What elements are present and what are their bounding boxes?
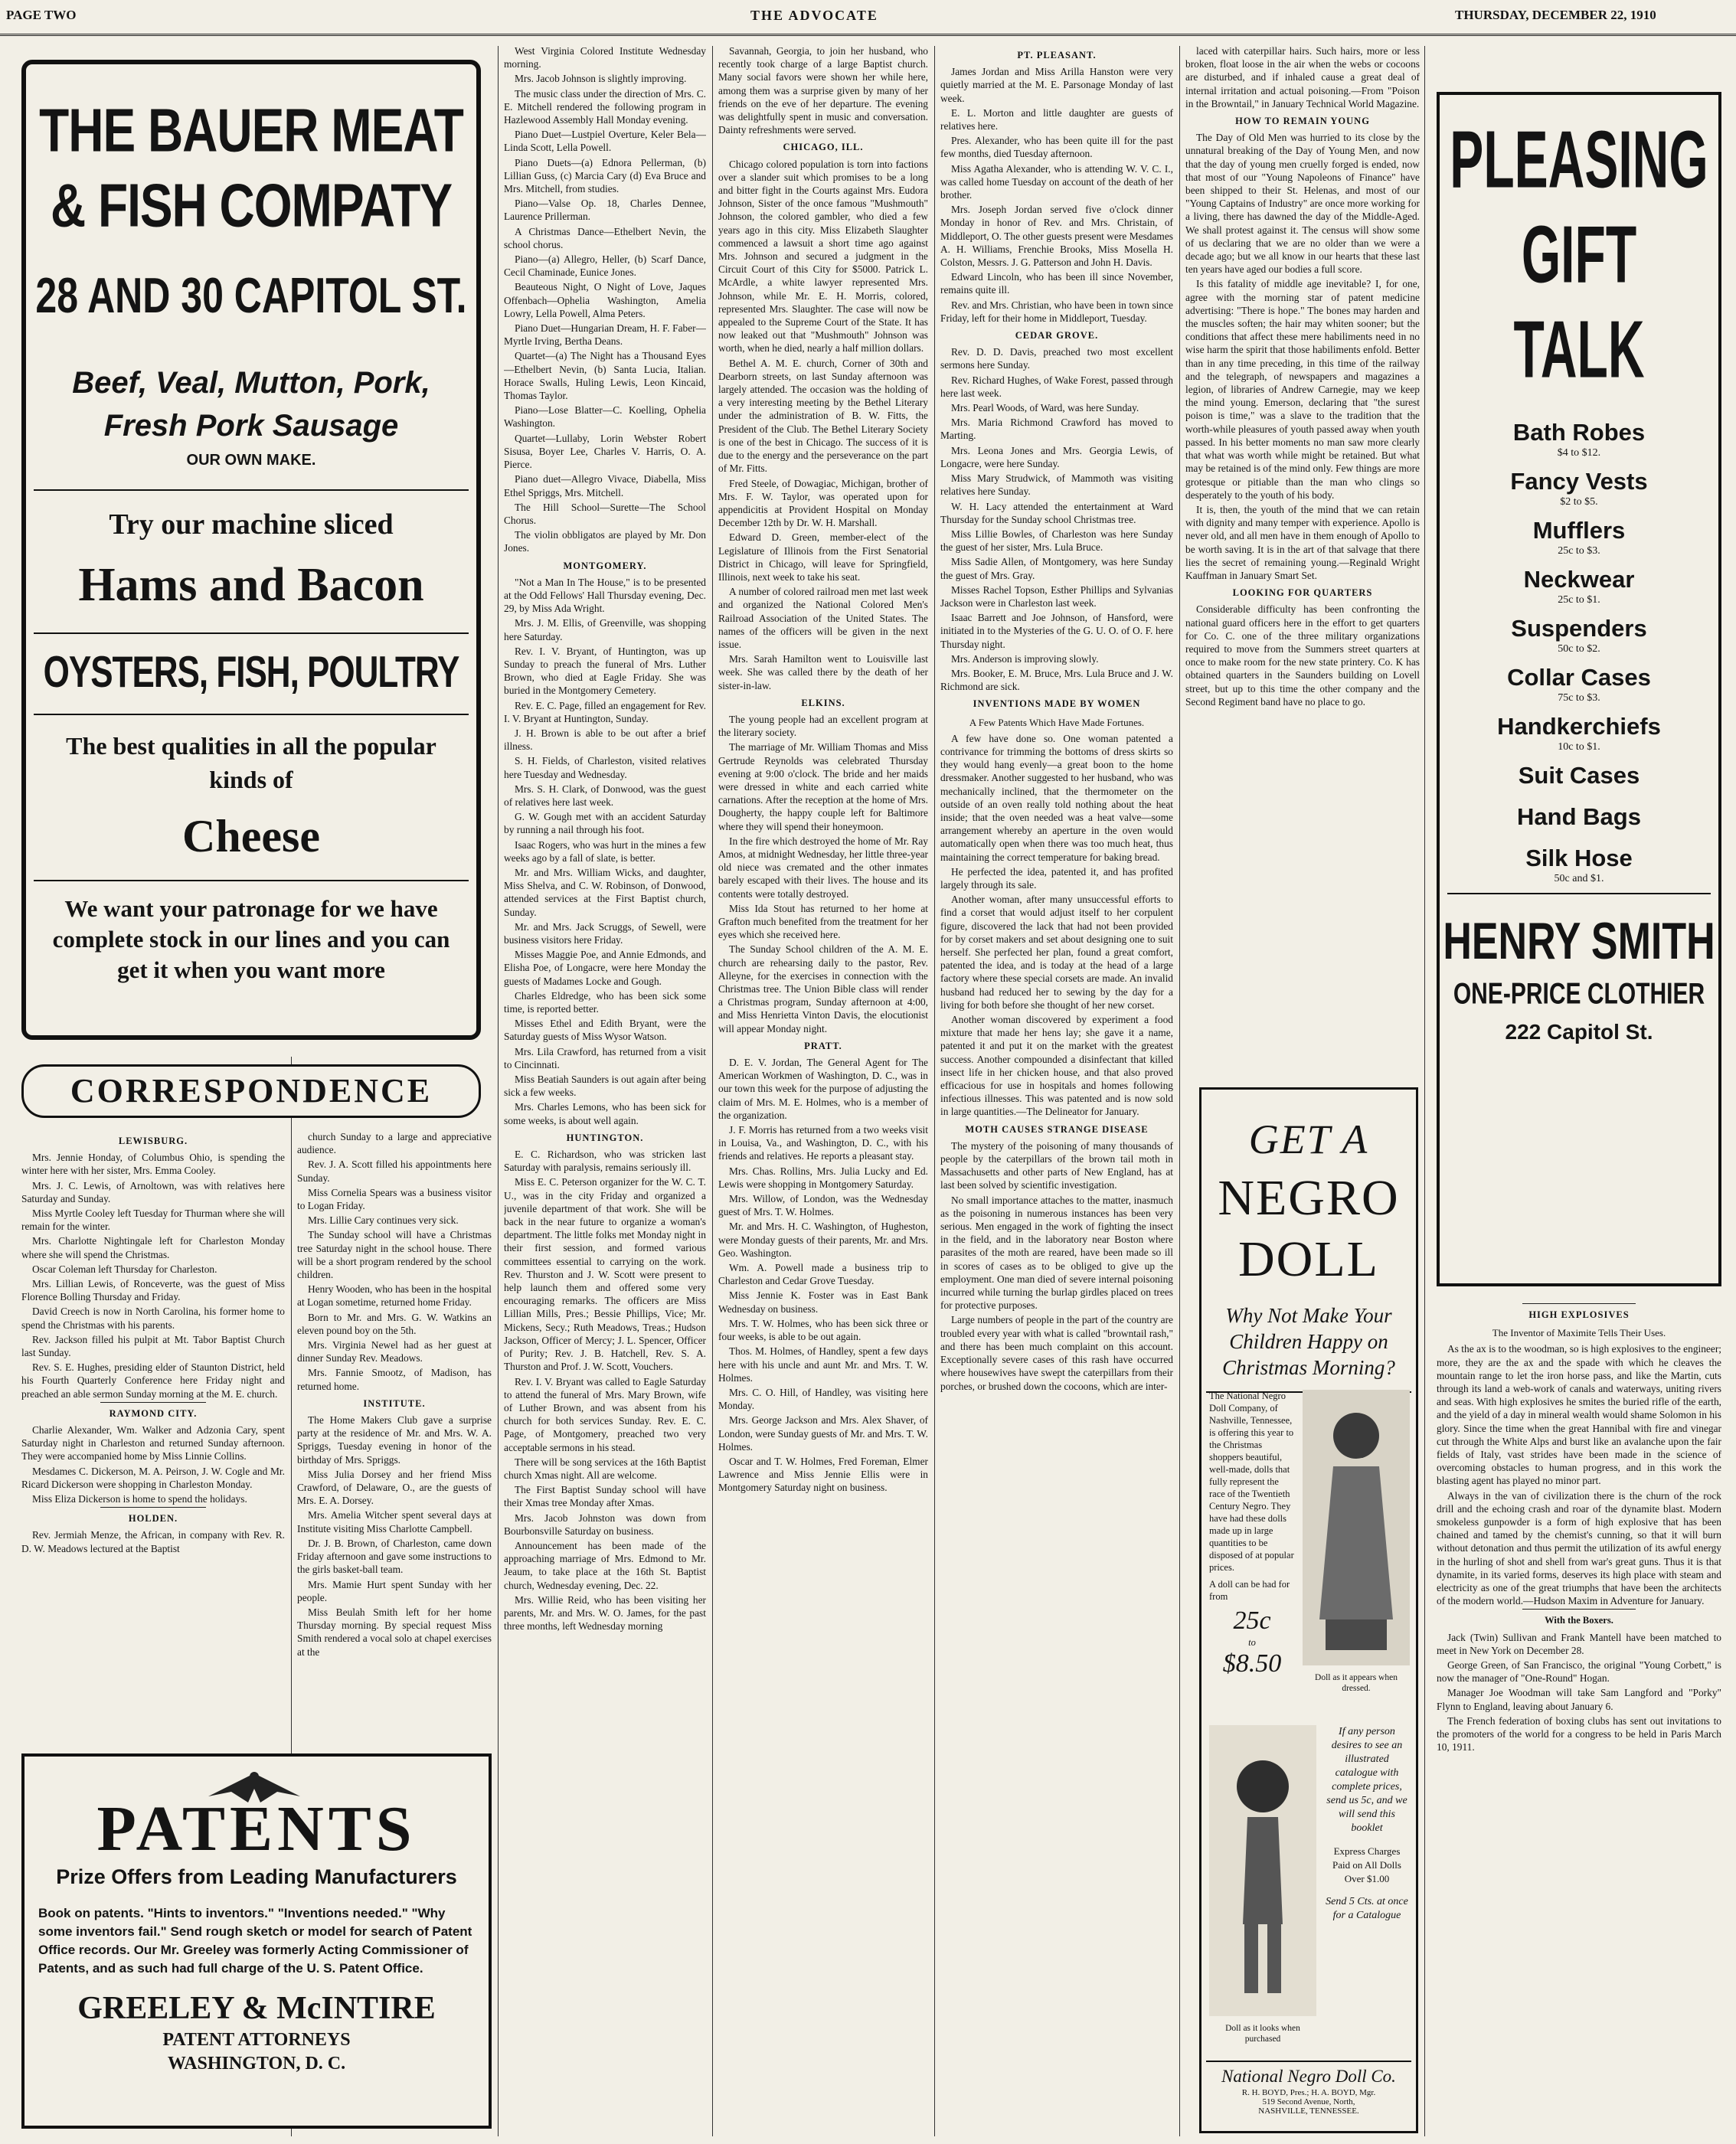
gift-items-list xyxy=(1440,418,1718,885)
article-paragraph: Mesdames C. Dickerson, M. A. Peirson, J. W. Cogle and Mr. Ricard Dickerson were shopping in Charleston Monday. xyxy=(21,1465,285,1490)
eagle-icon xyxy=(201,1766,308,1810)
article-paragraph: David Creech is now in North Carolina, his former home to spend the Christmas with his parents. xyxy=(21,1306,285,1331)
masthead xyxy=(0,3,1736,34)
article-paragraph: Edward D. Green, member-elect of the Legislature of Illinois from the First Senatorial District in Chicago, will leave for Springfield, Illinois, next week to take his seat. xyxy=(718,531,928,583)
doll-catalogue-text: If any person desires to see an illustrated catalogue with complete prices, send us 5c, and we will send this booklet xyxy=(1326,1726,1407,1834)
article-paragraph: Piano Duets—(a) Ednora Pellerman, (b) Lillian Guss, (c) Marcia Cary (d) Eva Bruce and Mrs. Mitchell, from studies. xyxy=(504,156,706,195)
article-paragraph: Miss Lillie Bowles, of Charleston was here Sunday the guest of her sister, Mrs. Lula Bruce. xyxy=(940,528,1173,554)
article-paragraph: The mystery of the poisoning of many thousands of people by the caterpillars of the brown tail moth in Massachusetts and other parts of New England, has at last been solved by scientific investigation. xyxy=(940,1139,1173,1191)
article-paragraph: church Sunday to a large and appreciative audience. xyxy=(297,1131,492,1156)
patents-subtitle: Prize Offers from Leading Manufacturers xyxy=(56,1865,457,1888)
doll-city: NASHVILLE, TENNESSEE. xyxy=(1258,2106,1359,2116)
article-paragraph: James Jordan and Miss Arilla Hanston were very quietly married at the M. E. Parsonage Monday of last week. xyxy=(940,66,1173,104)
article-paragraph: Rev. I. V. Bryant, of Huntington, was up Sunday to preach the funeral of Mrs. Luther Brown, who died at Eagle Friday. She was buried in the Montgomery Cemetery. xyxy=(504,645,706,697)
article-paragraph: Charlie Alexander, Wm. Walker and Adzonia Cary, spent Saturday night in Charleston and returned Sunday afternoon. They were accompanied home by Miss Linnie Collins. xyxy=(21,1424,285,1463)
article-paragraph: A few have done so. One woman patented a contrivance for trimming the bottoms of dress skirts so they would hang evenly—a great boon to the home dressmaker. Another suggested to her husband, who was mechanically inclined, that the thermometer on the outside of an oven really told nothing about the heat inside; that the oven needed was a heat valve—some arrangement whereby an aperture in the oven would automatically open when there was too much heat, thus maintaining the correct temperature for baking bread. xyxy=(940,732,1173,863)
article-paragraph: Mrs. Jennie Honday, of Columbus Ohio, is spending the winter here with her sister, Mrs. Emma Cooley. xyxy=(21,1152,285,1177)
column-3 xyxy=(504,44,706,2135)
article-paragraph: E. L. Morton and little daughter are guests of relatives here. xyxy=(940,106,1173,132)
ad-title-line2: & FISH COMPATY xyxy=(50,171,453,240)
article-paragraph: Oscar Coleman left Thursday for Charleston. xyxy=(32,1263,217,1275)
article-paragraph: Rev. Jackson filled his pulpit at Mt. Tabor Baptist Church last Sunday. xyxy=(21,1333,285,1359)
doll-price-high: $8.50 xyxy=(1222,1649,1282,1678)
gift-item xyxy=(1440,516,1718,557)
store-address: 222 Capitol St. xyxy=(1505,1020,1653,1044)
article-paragraph: Miss Mary Strudwick, of Mammoth was visiting relatives here Sunday. xyxy=(940,472,1173,498)
store-name: HENRY SMITH xyxy=(1443,913,1715,971)
article-paragraph: Mrs. Amelia Witcher spent several days at Institute visiting Miss Charlotte Campbell. xyxy=(297,1509,492,1534)
article-paragraph: Mrs. Sarah Hamilton went to Louisville last week. She was called there by the death of her sister-in-law. xyxy=(718,653,928,691)
correspondence-column-2 xyxy=(297,1130,492,1743)
article-paragraph: Bethel A. M. E. church, Corner of 30th and Dearborn streets, on last Sunday afternoon was largely attended. The occasion was the holding of a very interesting meeting by the Bethel Literary under the administration of B. W. Fitts, the President of the Club. The Bethel Literary Society is one of the best in Chicago. The success of it is due to the energy and the perseverance on the part of Mr. Fitts. xyxy=(718,357,928,475)
article-paragraph: Mrs. J. C. Lewis, of Arnoltown, was with relatives here Saturday and Sunday. xyxy=(21,1179,285,1204)
article-paragraph: Another woman discovered by experiment a food mixture that made her hens lay; she gave it a name, patented it and put it on the market with the greatest success. Another compounded a disinfectant that killed insect life in her chicken house, and that also proved efficacious for use in hospitals and homes following infectious illnesses. This was patented and is now sold in large quantities.—The Delineator for January. xyxy=(940,1014,1173,1118)
negro-doll-ad xyxy=(1199,1087,1418,2133)
article-paragraph: Mrs. Virginia Newel had as her guest at dinner Sunday Rev. Meadows. xyxy=(297,1339,492,1365)
section-divider xyxy=(100,1507,206,1508)
pleasant-items xyxy=(940,65,1173,325)
doll-footer xyxy=(1201,2061,1416,2116)
section-subheading: A Few Patents Which Have Made Fortunes. xyxy=(969,716,1145,728)
holden-items xyxy=(21,1528,285,1554)
gift-title-2: GIFT xyxy=(1521,208,1637,299)
article-paragraph: Miss Cornelia Spears was a business visitor to Logan Friday. xyxy=(297,1186,492,1212)
article-paragraph: Miss Agatha Alexander, who is attending W. V. C. I., was called home Tuesday on account of the death of her brother. xyxy=(940,162,1173,201)
section-heading: PT. PLEASANT. xyxy=(1017,50,1097,60)
gift-item-price: 10c to $1. xyxy=(1558,741,1600,753)
raymond-items xyxy=(21,1423,285,1505)
article-paragraph: It is, then, the youth of the mind that we can retain with dignity and many temper with experience. Apollo is never old, and all men have in them enough of Apollo to be worth saving. It is in the art of that salvage that there lies the secret of remaining young.—Reginald Wright Kauffman in January Smart Set. xyxy=(1185,503,1420,581)
gift-item xyxy=(1440,467,1718,508)
article-paragraph: Piano—Valse Op. 18, Charles Dennee, Laurence Prillerman. xyxy=(504,198,706,223)
article-paragraph: Mr. and Mrs. William Wicks, and daughter, Miss Shelva, and C. W. Robinson, of Donwood, attended services at the First Baptist church, Sunday. xyxy=(504,866,706,918)
gift-item xyxy=(1440,802,1718,836)
article-paragraph: Fred Steele, of Dowagiac, Michigan, brother of Mrs. F. W. Taylor, was operated upon for appendicitis at Provident Hospital on Monday December 12th by Dr. W. H. Marshall. xyxy=(718,477,928,529)
ad-rule xyxy=(34,714,469,715)
section-heading: LOOKING FOR QUARTERS xyxy=(1232,587,1373,599)
ad-rule xyxy=(34,489,469,491)
correspondence-column-1 xyxy=(21,1130,285,1743)
article-paragraph: Quartet—(a) The Night has a Thousand Eyes—Ethelbert Nevin, (b) Santa Lucia, Italian. Horace Swalls, Huling Lewis, Leon Kincaid, Thomas Taylor. xyxy=(504,350,706,402)
section-heading: MOTH CAUSES STRANGE DISEASE xyxy=(965,1123,1149,1135)
doll-left-text xyxy=(1209,1390,1295,1679)
section-heading: With the Boxers. xyxy=(1545,1615,1613,1626)
doll-company-text: The National Negro Doll Company, of Nashville, Tennessee, is offering this year to the Christmas shoppers beautiful, well-made, dolls that fully represent the race of the Twentieth Century Negro. They have had these dolls made up in large quantities to be disposed of at popular prices. xyxy=(1209,1391,1294,1573)
lewisburg-items xyxy=(21,1151,285,1400)
doll-rule xyxy=(1206,2061,1411,2062)
patents-title: PATENTS xyxy=(96,1793,417,1865)
section-heading: LEWISBURG. xyxy=(118,1136,188,1146)
article-paragraph: Rev. Richard Hughes, of Wake Forest, passed through here last week. xyxy=(940,374,1173,399)
patents-city: WASHINGTON, D. C. xyxy=(167,2054,346,2074)
article-paragraph: A number of colored railroad men met last week and organized the National Colored Men's Railroad Association of the United States. The names of the officers will be given in the next issue. xyxy=(718,586,928,650)
article-paragraph: As the ax is to the woodman, so is high explosives to the engineer; more, they are the ax and the spade with which he cleaves the mountain range to let the iron horse pass, and like the Martin, cuts through its land a web-work of canals and waterways, uniting rivers and seas. With high explosives he smites the buried rifle of the earth, and the yield of a day in mineral wealth would shame Solomon in his glory. Since the time when the great Hannibal with fire and vinegar cut through the White Alps and burst like an avalanche upon the fair fields of Italy, vast strides have been made in the science of overcoming obstacles to human progress, and in this work the blasting agent has played no minor part. xyxy=(1437,1343,1721,1487)
article-paragraph: Mrs. T. W. Holmes, who has been sick three or four weeks, is able to be out again. xyxy=(718,1317,928,1343)
article-paragraph: Large numbers of people in the part of the country are troubled every year with what is called "browntail rash," and there has been much complaint on this account. Exceptionally severe cases of this rash have occurred where housewives have swept the caterpillars from their porches, or brushed down the cocoons, which are inter- xyxy=(940,1314,1173,1392)
article-paragraph: Beauteous Night, O Night of Love, Jaques Offenbach—Ophelia Washington, Amelia Lowry, Lella Powell, Alma Peters. xyxy=(504,281,706,319)
article-paragraph: Mrs. Willie Reid, who has been visiting her parents, Mr. and Mrs. W. O. James, for the past three months, left Wednesday morning xyxy=(504,1593,706,1633)
gift-talk-ad xyxy=(1437,92,1721,1286)
article-paragraph: Mrs. Mamie Hurt spent Sunday with her people. xyxy=(297,1578,492,1603)
article-paragraph: Mrs. Joseph Jordan served five o'clock dinner Monday in honor of Rev. and Mrs. Christain, of Middleport, O. The other guests present were Mesdames A. H. Williams, Frenchie Brooks, Miss Mosella H. Colston, Messrs. J. G. Patterson and John H. Davis. xyxy=(940,204,1173,269)
article-paragraph: Thos. M. Holmes, of Handley, spent a few days here with his uncle and aunt Mr. and Mrs. T. W. Holmes. xyxy=(718,1345,928,1384)
gift-item xyxy=(1440,761,1718,795)
doll-why: Why Not Make Your Children Happy on Christmas Morning? xyxy=(1222,1304,1395,1379)
section-heading: HOLDEN. xyxy=(128,1513,178,1525)
quarters-items xyxy=(1185,603,1420,708)
newspaper-name: THE ADVOCATE xyxy=(750,8,878,23)
article-paragraph: Considerable difficulty has been confronting the national guard officers here in the effort to get quarters for Co. C. one of the three military organizations required to move from the Summers street quarters at once to make room for the new state printery. Co. K has obtained quarters in the Saunders building on Lovell street, but up to this time the other company and the Second Regiment band have no place to go. xyxy=(1185,603,1420,708)
gift-item-price: 25c to $1. xyxy=(1558,594,1600,606)
article-paragraph: Miss Beulah Smith left for her home Thursday morning. By special request Miss Smith rendered a vocal solo at chapel exercises at the xyxy=(297,1606,492,1658)
correspondence-banner xyxy=(21,1064,481,1118)
article-paragraph: Miss Myrtle Cooley left Tuesday for Thurman where she will remain for the winter. xyxy=(21,1208,285,1233)
gift-item-name: Bath Robes xyxy=(1512,419,1646,446)
article-paragraph: Always in the van of civilization there is the churn of the rock drill and the echoing crash and roar of the dynamite blast. Modern smokeless gunpowder is a form of high explosive that has been chained and tamed by the chemist's cunning, so that it will burn without detonation and thus permit the utilization of its awful energy in the hurling of shot and shell from war's great guns. Thus it is that dynamite, in its varied forms, deserves its high place with steam and electricity as one of the great triumphs that have been the architects of the modern world.—Hudson Maxim in Adventure for January. xyxy=(1437,1489,1721,1607)
article-paragraph: laced with caterpillar hairs. Such hairs, more or less broken, float loose in the air when the webs or cocoons are disturbed, and if inhaled cause a great deal of internal irritation and actual poisoning.—From "Poison in the Browntail," in January Technical World Magazine. xyxy=(1185,45,1420,109)
gift-item-price xyxy=(1440,790,1718,795)
doll-street: 519 Second Avenue, North, xyxy=(1262,2097,1355,2106)
doll-to: to xyxy=(1248,1637,1256,1648)
article-paragraph: Mrs. Jacob Johnson is slightly improving. xyxy=(515,73,687,85)
article-paragraph: Is this fatality of middle age inevitable? I, for one, agree with the morning star of patent medicine advertising: "There is hope." The bones may harden and the muscles soften; the hair may whiten sooner; but the conditions that affect these mere habiliments need in no wise harm the spirit that those habiliments enfold. Better than in any time preceding, in this time of the railway and the telegraph, of newspapers and magazines a legion, of libraries of Andrew Carnegie, may we keep the mind young. Emerson, declaring that "the surest poison is time," was a slave to the tradition that the worth-while pleasures of youth passed away when youth passed. In his better moments no man saw more clearly that what was worth while might be retained. But what may be retained is of the mind only. Few things are more grotesque or pitiable than the man who clings so desperately to the youth of his body. xyxy=(1185,278,1420,501)
section-heading: RAYMOND CITY. xyxy=(109,1407,198,1419)
article-paragraph: W. H. Lacy attended the entertainment at Ward Thursday for the Sunday school Christmas tree. xyxy=(940,500,1173,525)
article-paragraph: Quartet—Lullaby, Lorin Webster Robert Sisusa, Boyer Lee, Charles V. Harris, O. A. Pierce. xyxy=(504,432,706,471)
ad-try-line: Try our machine sliced xyxy=(109,508,394,541)
bauer-meat-ad xyxy=(21,60,481,1040)
article-paragraph: Piano Duet—Hungarian Dream, H. F. Faber—Myrtle Irving, Bertha Deans. xyxy=(504,322,706,348)
article-paragraph: Mrs. J. M. Ellis, of Greenville, was shopping here Saturday. xyxy=(504,617,706,642)
article-paragraph: "Not a Man In The House," is to be presented at the Odd Fellows' Hall Thursday evening, Dec. 29, by Miss Ada Wright. xyxy=(504,576,706,615)
patents-body: Book on patents. "Hints to inventors." "Inventions needed." "Why some inventors fail." Send rough sketch or model for search of Patent Office records. Our Mr. Greeley was formerly Acting Commissioner of Patents, and as such had full charge of the U. S. Patent Office. xyxy=(38,1906,472,1976)
gift-item xyxy=(1440,663,1718,704)
gift-item xyxy=(1440,565,1718,606)
article-paragraph: The Hill School—Surette—The School Chorus. xyxy=(504,501,706,526)
doll-price-lead: A doll can be had for from xyxy=(1209,1579,1290,1602)
article-paragraph: Charles Eldredge, who has been sick some time, is reported better. xyxy=(504,989,706,1015)
gift-item xyxy=(1440,844,1718,885)
article-paragraph: Manager Joe Woodman will take Sam Langford and "Porky" Flynn to England, leaving about January 6. xyxy=(1437,1687,1721,1712)
article-paragraph: The violin obbligatos are played by Mr. Don Jones. xyxy=(504,529,706,554)
article-paragraph: S. H. Fields, of Charleston, visited relatives here Tuesday and Wednesday. xyxy=(504,755,706,780)
section-heading: CHICAGO, ILL. xyxy=(783,142,864,153)
gift-item-name: Neckwear xyxy=(1523,566,1635,593)
doll-price-low: 25c xyxy=(1233,1606,1271,1635)
article-paragraph: J. F. Morris has returned from a two weeks visit in Louisa, Va., and Washington, D. C., with his friends and relatives. He reports a pleasant stay. xyxy=(718,1124,928,1162)
doll-send: Send 5 Cts. at once for a Catalogue xyxy=(1326,1896,1408,1921)
ad-rule xyxy=(34,632,469,634)
doll-negro: NEGRO xyxy=(1218,1170,1400,1226)
chicago-items xyxy=(718,158,928,692)
gift-item-name: Handkerchiefs xyxy=(1497,713,1661,740)
doll-company-name: National Negro Doll Co. xyxy=(1221,2067,1396,2086)
column-6-items xyxy=(1185,44,1420,110)
ad-meats: Beef, Veal, Mutton, Pork, Fresh Pork Sausage xyxy=(72,366,430,443)
doll-get-a: GET A xyxy=(1248,1116,1369,1162)
article-paragraph: The Day of Old Men was hurried to its close by the unnatural breaking of the Day of Young Men, and now that the day of young men cruelly forged is ended, now that most of our "Young Napoleons of Finance" have been shipped to their St. Helenas, and most of our "Young Captains of Industry" are once more working for a living, there has dawned the day of the Middle-Aged. We shall protest against it. The census will show some of us declaring that we are no older than we were a decade ago; but we all know in our hearts that these last ten years have aged our bodies a full score. xyxy=(1185,132,1420,276)
article-paragraph: Misses Rachel Topson, Esther Phillips and Sylvanias Jackson were in Charleston last week. xyxy=(940,583,1173,609)
pratt-items xyxy=(718,1056,928,1495)
inventions-items xyxy=(940,732,1173,1119)
article-paragraph: Mrs. Pearl Woods, of Ward, was here Sunday. xyxy=(951,402,1139,414)
article-paragraph: Miss Ida Stout has returned to her home at Grafton much benefited from the treatment for her eyes which she received here. xyxy=(718,902,928,941)
article-paragraph: Mrs. S. H. Clark, of Donwood, was the guest of relatives here last week. xyxy=(504,783,706,808)
article-paragraph: Mrs. Jacob Johnston was down from Bourbonsville Saturday on business. xyxy=(504,1512,706,1537)
cedar-items xyxy=(940,345,1173,693)
doll-officers: R. H. BOYD, Pres.; H. A. BOYD, Mgr. xyxy=(1241,2088,1376,2097)
article-paragraph: Mrs. Lillian Lewis, of Ronceverte, was the guest of Miss Florence Bolling Thursday and Friday. xyxy=(21,1278,285,1303)
montgomery-items xyxy=(504,576,706,1127)
column-rule xyxy=(1179,46,1180,2136)
article-paragraph: A Christmas Dance—Ethelbert Nevin, the school chorus. xyxy=(504,225,706,250)
ad-cheese: Cheese xyxy=(182,811,320,861)
gift-item-price xyxy=(1440,832,1718,836)
column-5 xyxy=(940,44,1173,2135)
article-paragraph: Mrs. Anderson is improving slowly. xyxy=(951,652,1099,665)
article-paragraph: Mrs. Willow, of London, was the Wednesday guest of Mrs. T. W. Holmes. xyxy=(718,1193,928,1218)
article-paragraph: Mr. and Mrs. H. C. Washington, of Hugheston, were Monday guests of their parents, Mr. and Mrs. Geo. Washington. xyxy=(718,1221,928,1259)
explosives-items xyxy=(1437,1342,1721,1607)
huntington-items xyxy=(504,1148,706,1633)
article-paragraph: Rev. S. E. Hughes, presiding elder of Staunton District, held his Fourth Quarterly Conference here Friday night and preached an able sermon Sunday morning at the M. E. church. xyxy=(21,1361,285,1400)
page-number: PAGE TWO xyxy=(6,8,77,22)
article-paragraph: Piano—Lose Blatter—C. Koelling, Ophelia Washington. xyxy=(504,404,706,430)
article-paragraph: Miss Jennie K. Foster was in East Bank Wednesday on business. xyxy=(718,1289,928,1315)
doll-caption-top: Doll as it appears when dressed. xyxy=(1315,1673,1398,1693)
section-divider xyxy=(1522,1609,1636,1610)
gift-item-price: 75c to $3. xyxy=(1558,692,1600,704)
doll-caption-bottom: Doll as it looks when purchased xyxy=(1225,2024,1300,2044)
article-paragraph: West Virginia Colored Institute Wednesday morning. xyxy=(504,45,706,70)
section-heading: HOW TO REMAIN YOUNG xyxy=(1235,116,1370,127)
section-heading: HIGH EXPLOSIVES xyxy=(1528,1309,1630,1320)
institute-items xyxy=(297,1414,492,1659)
article-paragraph: Miss Sadie Allen, of Montgomery, was here Sunday the guest of Mrs. Gray. xyxy=(940,556,1173,581)
column-2-items xyxy=(297,1130,492,1393)
article-paragraph: Announcement has been made of the approaching marriage of Mrs. Edmond to Mr. Jeaum, to take place at the 16th St. Baptist church, Wednesday evening, Dec. 22. xyxy=(504,1539,706,1591)
column-4-items xyxy=(718,44,928,136)
article-paragraph: The Sunday School children of the A. M. E. church are rehearsing daily to the pastor, Rev. Alleyne, for the exercises in connection with the Christmas tree. The Union Bible class will render a Christmas program, Sunday afternoon at 4:00, and Miss Henrietta Vinton Davis, the elocutionist will appear Monday night. xyxy=(718,943,928,1034)
store-tagline: ONE-PRICE CLOTHIER xyxy=(1453,977,1705,1011)
article-paragraph: Mrs. Fannie Smootz, of Madison, has returned home. xyxy=(297,1367,492,1392)
article-paragraph: Rev. J. A. Scott filled his appointments here Sunday. xyxy=(297,1159,492,1184)
music-program-items xyxy=(504,44,706,555)
article-paragraph: Born to Mr. and Mrs. G. W. Watkins an eleven pound boy on the 5th. xyxy=(297,1311,492,1336)
doll-image-top xyxy=(1303,1390,1410,1696)
gift-item-price: $2 to $5. xyxy=(1560,496,1598,508)
gift-item xyxy=(1440,614,1718,655)
article-paragraph: Mrs. Leona Jones and Mrs. Georgia Lewis, of Longacre, were here Sunday. xyxy=(940,444,1173,469)
article-paragraph: Dr. J. B. Brown, of Charleston, came down Friday afternoon and gave some instructions to the girls basket-ball team. xyxy=(297,1537,492,1576)
article-paragraph: Oscar and T. W. Holmes, Fred Foreman, Elmer Lawrence and Miss Jennie Ellis were in Montgomery Saturday night on business. xyxy=(718,1455,928,1494)
gift-item-name: Silk Hose xyxy=(1525,845,1633,871)
ad-oysters: OYSTERS, FISH, POULTRY xyxy=(43,648,459,698)
article-paragraph: Piano—(a) Allegro, Heller, (b) Scarf Dance, Cecil Chaminade, Eunice Jones. xyxy=(504,253,706,279)
article-paragraph: Mrs. George Jackson and Mrs. Alex Shaver, of London, were Sunday guests of Mr. and Mrs. T. W. Holmes. xyxy=(718,1414,928,1453)
article-paragraph: He perfected the idea, patented it, and has profited largely through its sale. xyxy=(940,865,1173,891)
column-rule xyxy=(498,46,499,2136)
section-heading: CEDAR GROVE. xyxy=(1015,330,1099,342)
gift-item-price: 25c to $3. xyxy=(1558,545,1600,557)
section-heading: HUNTINGTON. xyxy=(566,1132,644,1143)
young-items xyxy=(1185,131,1420,582)
article-paragraph: Mrs. Charles Lemons, who has been sick for some weeks, is about well again. xyxy=(504,1101,706,1126)
column-rule xyxy=(712,46,713,2136)
gift-item-name: Fancy Vests xyxy=(1510,468,1648,495)
article-paragraph: Mr. and Mrs. Jack Scruggs, of Sewell, were business visitors here Friday. xyxy=(504,920,706,946)
gift-item-name: Hand Bags xyxy=(1517,803,1641,830)
gift-item-name: Collar Cases xyxy=(1507,664,1651,691)
article-paragraph: The young people had an excellent program at the literary society. xyxy=(718,713,928,739)
article-paragraph: Mrs. Chas. Rollins, Mrs. Julia Lucky and Ed. Lewis were shopping in Montgomery Saturday. xyxy=(718,1165,928,1190)
article-paragraph: Edward Lincoln, who has been ill since November, remains quite ill. xyxy=(940,271,1173,296)
article-paragraph: Another woman, after many unsuccessful efforts to find a corset that would adjust itself to her corpulent figure, discovered the lack that had not been provided for by corset makers and set about designing one to suit herself. She perfected her plan, found a great comfort, patented the idea, and is today at the head of a large factory where these special corsets are made. An invalid husband had reduced her to sewing by the day for a living for both before she thought of her new corset. xyxy=(940,894,1173,1011)
gift-rule xyxy=(1447,893,1711,894)
article-paragraph: Rev. D. D. Davis, preached two most excellent sermons here Sunday. xyxy=(940,346,1173,371)
article-paragraph: Mrs. C. O. Hill, of Handley, was visiting here Monday. xyxy=(718,1386,928,1412)
section-divider xyxy=(100,1402,206,1403)
patents-ad xyxy=(21,1753,492,2129)
article-paragraph: J. H. Brown is able to be out after a brief illness. xyxy=(504,727,706,753)
article-paragraph: There will be song services at the 16th Baptist church Xmas night. All are welcome. xyxy=(504,1456,706,1481)
ad-best: The best qualities in all the popular kinds of xyxy=(66,732,436,793)
article-paragraph: The music class under the direction of Mrs. C. E. Mitchell rendered the following program in Hazlewood Assembly Hall Monday evening. xyxy=(504,87,706,126)
article-paragraph: Savannah, Georgia, to join her husband, who recently took charge of a large Baptist church. Many social favors were shown her while here, among them was a surprise given by many of her friends on the eve of her departure. The evening was delightfully spent in music and conversation. Dainty refreshments were served. xyxy=(718,45,928,136)
ad-address: 28 AND 30 CAPITOL ST. xyxy=(35,267,467,324)
article-paragraph: Isaac Barrett and Joe Johnson, of Hansford, were initiated in to the Mysteries of the G. U. O. of O. F. here Thursday night. xyxy=(940,612,1173,650)
article-paragraph: Misses Maggie Poe, and Annie Edmonds, and Elisha Poe, of Longacre, were here Monday the guests of Madames Locke and Gough. xyxy=(504,949,706,987)
article-paragraph: E. C. Richardson, who was stricken last Saturday with paralysis, remains seriously ill. xyxy=(504,1149,706,1174)
doll-undressed-icon xyxy=(1209,1725,1316,2016)
article-paragraph: George Green, of San Francisco, the original "Young Corbett," is now the manager of "One-Round" Hogan. xyxy=(1437,1659,1721,1685)
section-heading: PRATT. xyxy=(804,1040,842,1051)
ad-patronage: We want your patronage for we have complete stock in our lines and you can get it when you want more xyxy=(52,895,450,983)
column-rule xyxy=(934,46,935,2136)
gift-title-1: PLEASING xyxy=(1450,113,1708,204)
article-paragraph: Mrs. Charlotte Nightingale left for Charleston Monday where she will spend the Christmas. xyxy=(21,1235,285,1260)
article-paragraph: Miss Eliza Dickerson is home to spend the holidays. xyxy=(32,1493,247,1505)
article-paragraph: The First Baptist Sunday school will have their Xmas tree Monday after Xmas. xyxy=(504,1484,706,1509)
article-paragraph: Jack (Twin) Sullivan and Frank Mantell have been matched to meet in New York on December 28. xyxy=(1437,1631,1721,1656)
gift-item-name: Suspenders xyxy=(1511,615,1647,642)
article-paragraph: The marriage of Mr. William Thomas and Miss Gertrude Reynolds was celebrated Thursday evening at 9:00 o'clock. The bride and her maids were dressed in white and each carried white carnations. After the reception at the home of Mrs. Dougherty, the happy couple left for Baltimore where they will spend their honeymoon. xyxy=(718,741,928,832)
section-divider xyxy=(1522,1303,1636,1304)
article-paragraph: The French federation of boxing clubs has sent out invitations to the promoters of the world for a congress to be held in Paris March 10, 1911. xyxy=(1437,1714,1721,1753)
gift-item-price: 50c and $1. xyxy=(1554,873,1604,884)
gift-title-3: TALK xyxy=(1513,303,1645,394)
article-paragraph: Mrs. Maria Richmond Crawford has moved to Marting. xyxy=(940,417,1173,442)
section-heading: ELKINS. xyxy=(801,697,845,708)
patents-firm: GREELEY & McINTIRE xyxy=(77,1991,436,2026)
article-paragraph: Wm. A. Powell made a business trip to Charleston and Cedar Grove Tuesday. xyxy=(718,1262,928,1287)
boxers-items xyxy=(1437,1631,1721,1754)
article-paragraph: Isaac Rogers, who was hurt in the mines a few weeks ago by a fall of slate, is better. xyxy=(504,838,706,864)
ad-own-make: OUR OWN MAKE. xyxy=(186,452,316,469)
article-paragraph: Henry Wooden, who has been in the hospital at Logan sometime, returned home Friday. xyxy=(297,1283,492,1309)
section-heading: INSTITUTE. xyxy=(363,1397,426,1409)
moth-items xyxy=(940,1139,1173,1393)
gift-item-name: Suit Cases xyxy=(1518,762,1640,789)
article-paragraph: Piano duet—Allegro Vivace, Diabella, Miss Ethel Spriggs, Mrs. Mitchell. xyxy=(504,473,706,498)
article-paragraph: Mrs. Lila Crawford, has returned from a visit to Cincinnati. xyxy=(504,1045,706,1070)
article-paragraph: Rev. and Mrs. Christian, who have been in town since Friday, left for their home in Middleport, Tuesday. xyxy=(940,299,1173,324)
doll-dressed-icon xyxy=(1303,1390,1410,1665)
section-heading: MONTGOMERY. xyxy=(563,560,647,571)
ad-title-line1: THE BAUER MEAT xyxy=(39,96,463,165)
column-rule xyxy=(1424,46,1425,2136)
article-paragraph: Piano Duet—Lustpiel Overture, Keler Bela—Linda Scott, Lella Powell. xyxy=(504,129,706,154)
article-paragraph: No small importance attaches to the matter, inasmuch as the poisoning in numerous instances has been very serious. Men engaged in the work of fighting the insect in the field, and in the laboratory near Boston where parasites of the moth are reared, have been made so ill in scores of cases as to be obliged to give up the employment. One man died of severe internal poisoning incurred while turning the burlap girdles placed on trees for protective purposes. xyxy=(940,1194,1173,1312)
ad-rule xyxy=(34,880,469,881)
article-paragraph: Miss Beatiah Saunders is out again after being sick a few weeks. xyxy=(504,1074,706,1099)
article-paragraph: Chicago colored population is torn into factions over a slander suit which promises to be a long and bitter fight in the Courts against Mrs. Eudora Johnson, Sister of the once famous "Mushmouth" Johnson, the colored gambler, who died a few years ago in this city. Miss Elizabeth Slaughter commenced a lawsuit a short time ago against Mrs. Johnson and secured a judgment in the Circuit Court of this City for $5000. Patrick L. McArdle, a white lawyer represented Mrs. Johnson, while Mr. E. H. Morris, colored, represented Mrs. Slaughter. The case will now be appealed to the Supreme Court of the State. It has now leaked out that "Mushmouth" Johnson was worth, when he died, nearly a half million dollars. xyxy=(718,158,928,355)
gift-item xyxy=(1440,712,1718,753)
ad-hams: Hams and Bacon xyxy=(78,559,424,611)
masthead-rule xyxy=(0,34,1736,36)
article-paragraph: Rev. Jermiah Menze, the African, in company with Rev. R. D. W. Meadows lectured at the Baptist xyxy=(21,1529,285,1554)
article-paragraph: The Sunday school will have a Christmas tree Saturday night in the school house. There will be a short program rendered by the school children. xyxy=(297,1229,492,1281)
article-paragraph: D. E. V. Jordan, The General Agent for The American Workmen of Washington, D. C., was in our town this week for the purpose of adjusting the claim of Mrs. M. E. Holmes, who is a member of the organization. xyxy=(718,1057,928,1121)
column-6-top xyxy=(1185,44,1420,1101)
gift-item-price: $4 to $12. xyxy=(1557,447,1601,459)
banner-text: CORRESPONDENCE xyxy=(70,1072,433,1110)
column-7 xyxy=(1437,1302,1721,2136)
article-paragraph: Miss E. C. Peterson organizer for the W. C. T. U., was in the city Friday and organized a juvenile department of that work. She will be back in the near future to organize a woman's department. The little folks met Monday night in their first session, and formed various committees essential to carrying on the work. Rev. Thurston and J. W. Scott were present to help launch them and offered some very encouraging remarks. The officers are Miss Lillian Mills, Pres.; Bessie Phillips, Vice; Mr. Mickens, Secy.; Ruth Meadows, Treas.; Hudson Jackson, Officer of Mercy; J. L. Spencer, Officer of Purity; Rev. J. B. Hatchell, Rev. S. A. Thurston and Prof. J. W. Scott, Vouchers. xyxy=(504,1176,706,1373)
doll-right-text xyxy=(1324,1725,1410,1923)
elkins-items xyxy=(718,713,928,1035)
section-heading: INVENTIONS MADE BY WOMEN xyxy=(973,698,1141,710)
doll-word: DOLL xyxy=(1238,1231,1379,1287)
column-4 xyxy=(718,44,928,2135)
gift-item xyxy=(1440,418,1718,459)
section-subheading: The Inventor of Maximite Tells Their Uses. xyxy=(1492,1327,1666,1339)
article-paragraph: Mrs. Booker, E. M. Bruce, Mrs. Lula Bruce and J. W. Richmond are sick. xyxy=(940,667,1173,693)
gift-item-price: 50c to $2. xyxy=(1558,643,1600,655)
article-paragraph: G. W. Gough met with an accident Saturday by running a nail through his foot. xyxy=(504,811,706,836)
article-paragraph: In the fire which destroyed the home of Mr. Ray Amos, at midnight Wednesday, her little three-year old niece was cremated and the other inmates barely escaped with their lives. The house and its contents were totally destroyed. xyxy=(718,835,928,900)
doll-image-bottom xyxy=(1209,1725,1316,2047)
patents-role: PATENT ATTORNEYS xyxy=(162,2030,351,2050)
article-paragraph: Pres. Alexander, who has been quite ill for the past few months, died Tuesday afternoon. xyxy=(940,135,1173,160)
article-paragraph: Misses Ethel and Edith Bryant, were the Saturday guests of Miss Wysor Watson. xyxy=(504,1018,706,1043)
article-paragraph: Rev. I. V. Bryant was called to Eagle Saturday to attend the funeral of Mrs. Mary Brown, wife of Luther Brown, and was absent from his church for both services Sunday. Rev. E. C. Page, of Montgomery, preached two very acceptable sermons in his stead. xyxy=(504,1375,706,1453)
doll-express: Express Charges Paid on All Dolls Over $1.00 xyxy=(1332,1845,1401,1884)
article-paragraph: Miss Julia Dorsey and her friend Miss Crawford, of Delaware, O., are the guests of Mrs. E. A. Dorsey. xyxy=(297,1468,492,1507)
article-paragraph: The Home Makers Club gave a surprise party at the residence of Mr. and Mrs. W. A. Spriggs, Tuesday evening in honor of the birthday of Mrs. Spriggs. xyxy=(297,1414,492,1466)
article-paragraph: Rev. E. C. Page, filled an engagement for Rev. I. V. Bryant at Huntington, Sunday. xyxy=(504,699,706,724)
gift-item-name: Mufflers xyxy=(1532,517,1626,544)
article-paragraph: Mrs. Lillie Cary continues very sick. xyxy=(308,1214,459,1227)
issue-date: THURSDAY, DECEMBER 22, 1910 xyxy=(1455,8,1656,22)
